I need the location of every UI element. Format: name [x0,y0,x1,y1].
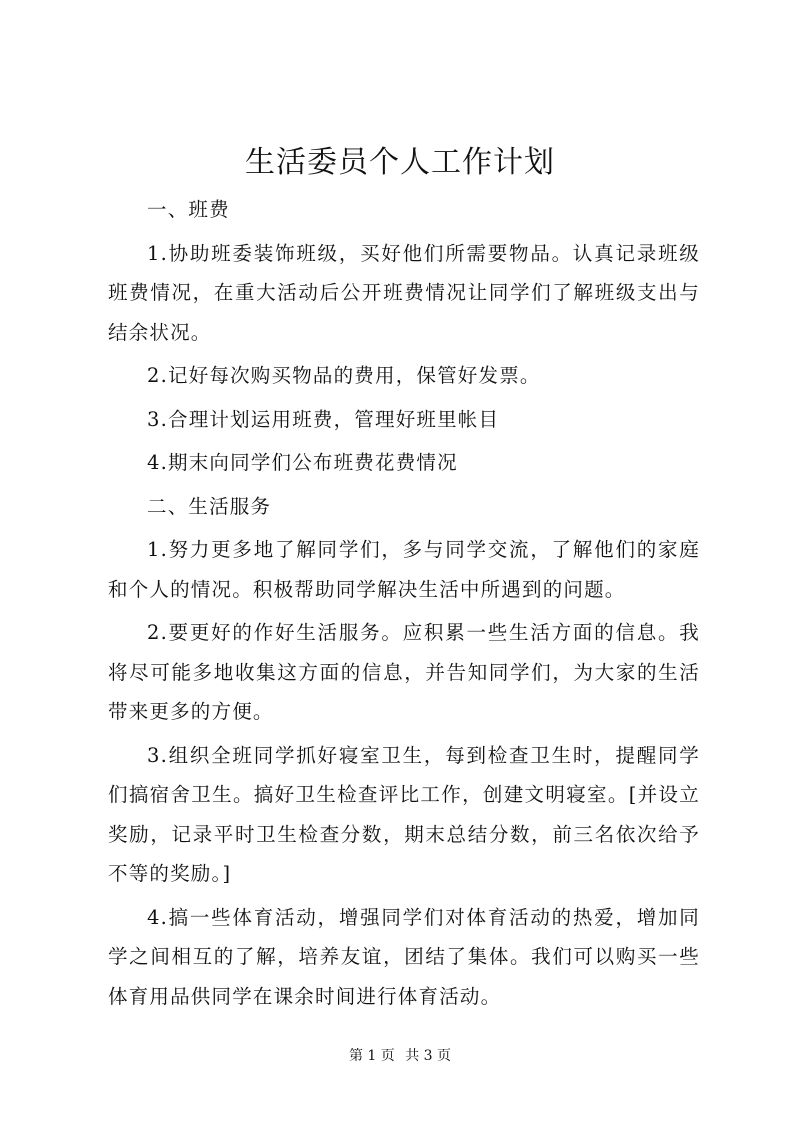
paragraph: 3.组织全班同学抓好寝室卫生，每到检查卫生时，提醒同学们搞宿舍卫生。搞好卫生检查评比工作，创建文明寝室。[并设立奖励，记录平时卫生检查分数，期末总结分数，前三名依次给予不等的奖励。] [108,743,700,885]
page-total: 共 3 页 [405,1048,452,1064]
section-heading: 二、生活服务 [147,494,272,518]
document-title: 生活委员个人工作计划 [245,145,555,180]
page-footer [0,1046,800,1066]
paragraph: 2.记好每次购买物品的费用，保管好发票。 [147,364,541,387]
paragraph: 2.要更好的作好生活服务。应积累一些生活方面的信息。我将尽可能多地收集这方面的信息，并告知同学们，为大家的生活带来更多的方便。 [108,621,700,723]
paragraph: 1.协助班委装饰班级，买好他们所需要物品。认真记录班级班费情况，在重大活动后公开班费情况让同学们了解班级支出与结余状况。 [108,241,700,344]
paragraph: 4.期末向同学们公布班费花费情况 [147,451,458,474]
document-body [108,190,700,1020]
paragraph: 3.合理计划运用班费，管理好班里帐目 [147,407,500,431]
paragraph: 1.努力更多地了解同学们，多与同学交流，了解他们的家庭和个人的情况。积极帮助同学解决生活中所遇到的问题。 [108,538,700,601]
page-number: 第 1 页 [348,1048,395,1064]
paragraph: 4.搞一些体育活动，增强同学们对体育活动的热爱，增加同学之间相互的了解，培养友谊，团结了集体。我们可以购买一些体育用品供同学在课余时间进行体育活动。 [108,905,700,1008]
section-heading: 一、班费 [147,198,230,221]
